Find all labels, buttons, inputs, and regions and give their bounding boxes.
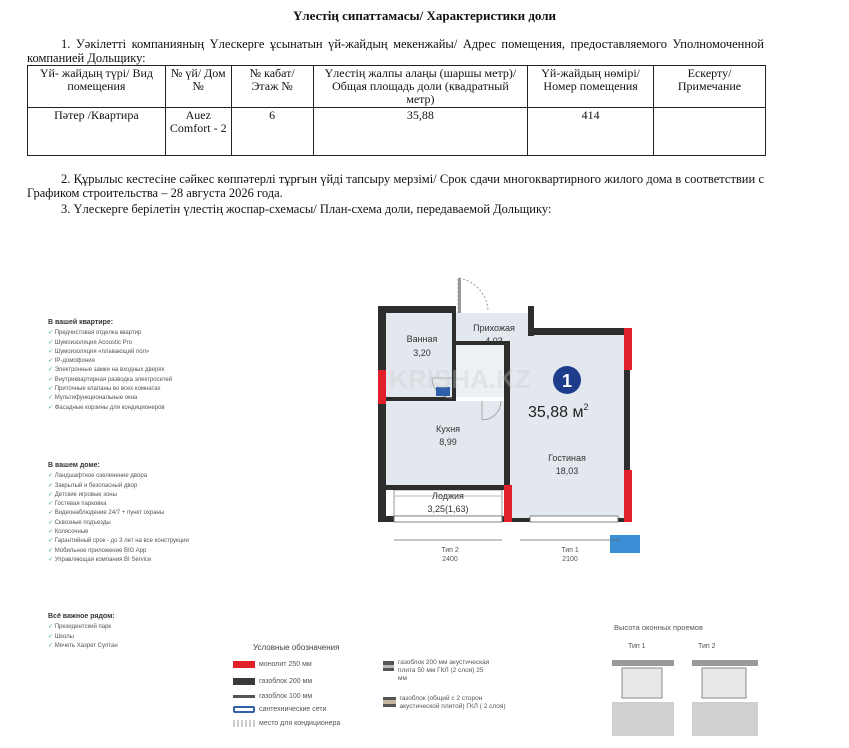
plumbing-swatch <box>233 706 255 713</box>
window-diagram <box>608 652 768 740</box>
list-item: ✓ Гарантийный срок - до 3 лет на все конструкции <box>48 537 189 546</box>
list-item: ✓ Шумоизоляция Acoustic Pro <box>48 339 172 348</box>
list-item: ✓ Мечеть Хазрет Султан <box>48 642 118 651</box>
list-item: ✓ Колясочные <box>48 528 189 537</box>
list-item: ✓ Детские игровые зоны <box>48 491 189 500</box>
legend-item: газоблок (общий с 2 сторон акустической плитой) ГКЛ ( 2 слоя) <box>383 695 508 711</box>
window-width-living: 2100 <box>562 556 578 563</box>
cell-floor-number: 6 <box>231 108 313 156</box>
legend-item: место для кондиционера <box>233 720 340 727</box>
living-room-area <box>510 332 630 522</box>
legend-item: газоблок 200 мм акустическая плита 50 мм ГКЛ (2 слоя) 25 мм <box>383 659 493 683</box>
address-paragraph: 1. Уәкілетті компанияның Үлескерге ұсынатын үй-жайдың мекенжайы/ Адрес помещения, предоставляемого Уполномоченной компанией Дольщику: <box>27 37 764 65</box>
list-item: ✓ Электронные замки на входных дверях <box>48 366 172 375</box>
list-item: ✓ Президентский парк <box>48 623 118 632</box>
list-item: ✓ Ландшафтное озеленение двора <box>48 472 189 481</box>
legend <box>233 643 593 743</box>
list-item: ✓ Шумоизоляция «плавающий пол» <box>48 348 172 357</box>
cell-total-area: 35,88 <box>313 108 528 156</box>
header-total-area: Үлестің жалпы алаңы (шаршы метр)/ Общая площадь доли (квадратный метр) <box>313 66 528 108</box>
floor-plan <box>370 270 650 570</box>
list-item: ✓ Сквозные подъезды <box>48 519 189 528</box>
ac-swatch <box>233 720 255 727</box>
table-row <box>28 108 766 156</box>
room-area-living: 18,03 <box>555 466 579 476</box>
nearby-features-title: Всё важное рядом: <box>48 613 115 620</box>
window-loggia <box>394 516 502 522</box>
legend-item: газоблок 200 мм <box>233 678 312 685</box>
list-item: ✓ IP-домофония <box>48 357 172 366</box>
monolith-swatch <box>233 661 255 668</box>
legend-item: газоблок 100 мм <box>233 693 312 700</box>
room-label-living: Гостиная <box>548 453 586 463</box>
window-type1-label: Тип 1 <box>628 643 646 650</box>
list-item: ✓ Школы <box>48 633 118 642</box>
header-house-number: № үй/ Дом № <box>165 66 231 108</box>
list-item: ✓ Закрытый и безопасный двор <box>48 482 189 491</box>
house-features-title: В вашем доме: <box>48 462 100 469</box>
room-area-kitchen: 8,99 <box>439 437 457 447</box>
cell-room-number: 414 <box>528 108 654 156</box>
house-features <box>48 461 189 565</box>
list-item: ✓ Внутриквартирная разводка электросетей <box>48 376 172 385</box>
room-label-bathroom: Ванная <box>406 334 438 344</box>
list-item: ✓ Гостевая парковка <box>48 500 189 509</box>
plan-scheme-paragraph: 3. Үлескерге берілетін үлестің жоспар-схемасы/ План-схема доли, передаваемой Дольщику: <box>61 202 552 216</box>
legend-item: монолит 250 мм <box>233 661 312 668</box>
list-item: ✓ Предчистовая отделка квартир <box>48 329 172 338</box>
nearby-features <box>48 612 118 651</box>
window-width-loggia: 2400 <box>442 556 458 563</box>
header-floor-number: № кабат/ Этаж № <box>231 66 313 108</box>
room-label-hallway: Прихожая <box>473 323 515 333</box>
acoustic-wall-swatch <box>383 661 394 671</box>
header-room-type: Үй- жайдың түрі/ Вид помещения <box>28 66 166 108</box>
window-heights <box>608 620 768 740</box>
table-header-row <box>28 66 766 108</box>
list-item: ✓ Мобильное приложение BIG App <box>48 547 189 556</box>
share-characteristics-table <box>27 65 766 156</box>
room-label-kitchen: Кухня <box>435 424 461 434</box>
room-label-loggia: Лоджия <box>432 491 464 501</box>
header-note: Ескерту/ Примечание <box>654 66 766 108</box>
list-item: ✓ Фасадные корзины для кондиционеров <box>48 404 172 413</box>
list-item: ✓ Видеонаблюдение 24/7 + пункт охраны <box>48 509 189 518</box>
gas200-swatch <box>233 678 255 685</box>
window-type-loggia: Тип 2 <box>441 547 459 554</box>
document-title: Үлестің сипаттамасы/ Характеристики доли <box>292 8 557 23</box>
delivery-date-paragraph: 2. Құрылыс кестесіне сәйкес көппәтерлі тұрғын үйді тапсыру мерзімі/ Срок сдачи многоквартирного жилого дома в соответствии с Графиком строительства – 28 августа 2026 года. <box>27 172 764 200</box>
apartment-features-title: В вашей квартире: <box>48 319 114 326</box>
apartment-features <box>48 318 172 413</box>
list-item: ✓ Приточные клапаны во всех комнатах <box>48 385 172 394</box>
room-area-loggia: 3,25(1,63) <box>427 504 469 514</box>
badge-number: 1 <box>561 371 573 391</box>
header-room-number: Үй-жайдың нөмірі/ Номер помещения <box>528 66 654 108</box>
watermark: KRISHA.KZ <box>389 364 531 394</box>
shared-wall-swatch <box>383 697 396 707</box>
entrance-door <box>458 278 488 313</box>
window-type2-label: Тип 2 <box>698 643 716 650</box>
room-area-bathroom: 3,20 <box>413 348 431 358</box>
legend-title: Условные обозначения <box>253 643 340 652</box>
list-item: ✓ Мультифункциональные окна <box>48 394 172 403</box>
ac-basket <box>610 535 640 553</box>
cell-note <box>654 108 766 156</box>
cell-room-type: Пәтер /Квартира <box>28 108 166 156</box>
legend-item: сантехнические сети <box>233 706 327 713</box>
list-item: ✓ Управляющая компания BI Service <box>48 556 189 565</box>
room-area-hallway: 4,03 <box>485 336 503 346</box>
window-heights-title: Высота оконных проемов <box>614 623 703 632</box>
window-type-living: Тип 1 <box>561 547 579 554</box>
total-area: 35,88 $м^2$ <box>528 402 589 421</box>
gas100-swatch <box>233 695 255 698</box>
window-living <box>530 516 618 522</box>
cell-house-number: Auez Comfort - 2 <box>165 108 231 156</box>
